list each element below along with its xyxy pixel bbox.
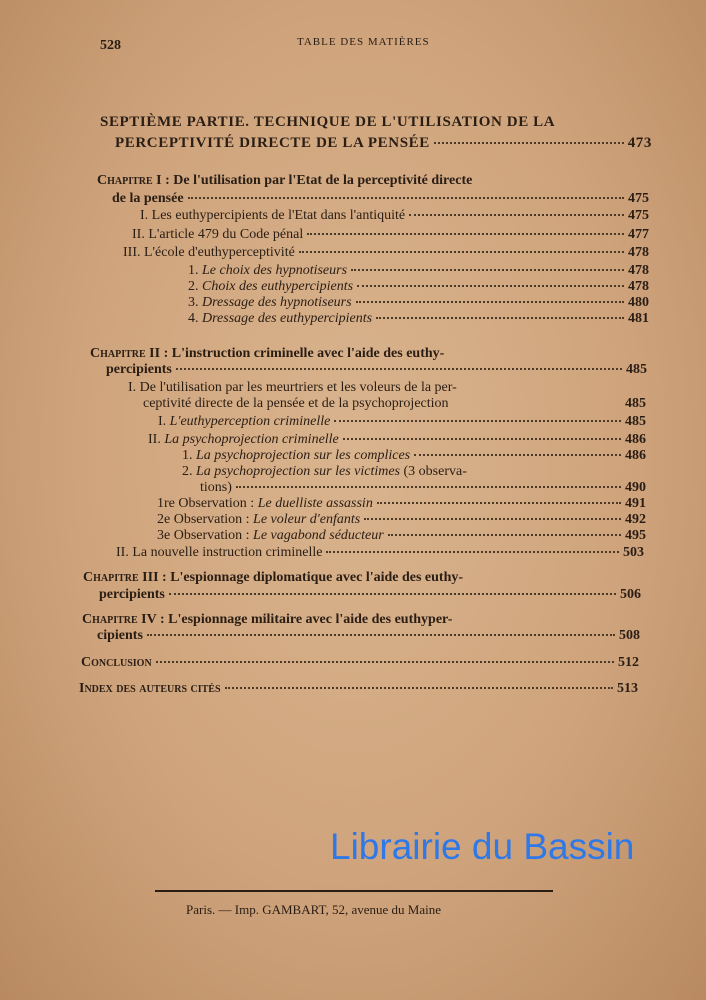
leader-dots [377, 502, 621, 504]
leader-dots [409, 214, 624, 216]
part-title-line2-row [115, 135, 652, 151]
ch1-page: 475 [628, 191, 649, 206]
entry-num: 2. [182, 464, 193, 479]
ch1-title-line2-row [112, 191, 649, 207]
entry-page: 477 [628, 227, 649, 242]
entry-page: 485 [625, 396, 646, 411]
obs-label: 3e Observation : [157, 528, 250, 543]
entry-text: Le choix des hypnotiseurs [202, 263, 348, 278]
toc-entry [123, 245, 649, 261]
ch2-s1-line1: I. De l'utilisation par les meurtriers et les voleurs de la per- [128, 380, 457, 395]
entry-text: Dressage des euthypercipients [202, 311, 373, 326]
toc-entry [188, 295, 649, 311]
leader-dots [343, 438, 621, 440]
entry-num: 3. [188, 295, 199, 310]
ch3-page: 506 [620, 587, 641, 602]
part-title-line2: PERCEPTIVITÉ DIRECTE DE LA PENSÉE [115, 135, 430, 151]
leader-dots [188, 197, 624, 199]
entry-text: La psychoprojection criminelle [164, 432, 339, 447]
page-header [100, 34, 620, 54]
entry-num: 2. [188, 279, 199, 294]
leader-dots [236, 486, 621, 488]
ch4-title-line1 [82, 612, 452, 628]
entry-text: L'euthyperception criminelle [169, 414, 331, 429]
toc-entry [157, 512, 646, 528]
entry-text: ceptivité directe de la pensée et de la psychoprojection [143, 396, 449, 411]
ch4-page: 508 [619, 628, 640, 643]
leader-dots [225, 687, 613, 689]
ch2-page: 485 [626, 362, 647, 377]
ch4-title-line2-row [97, 628, 640, 644]
entry-page: 478 [628, 245, 649, 260]
leader-dots [388, 534, 621, 536]
ch4-label: Chapitre IV : [82, 612, 165, 627]
ch4-title: L'espionnage militaire avec l'aide des euthyper- [168, 612, 453, 627]
conclusion-page: 512 [618, 655, 639, 670]
toc-entry [157, 496, 646, 512]
toc-entry [157, 528, 646, 544]
entry-text-rest: (3 observa- [403, 464, 467, 479]
ch2-label: Chapitre II : [90, 346, 169, 361]
toc-entry [188, 311, 649, 327]
printer-imprint: Paris. — Imp. GAMBART, 52, avenue du Maine [186, 902, 441, 917]
toc-entry [182, 448, 646, 464]
leader-dots [351, 269, 624, 271]
toc-entry [116, 545, 644, 561]
toc-entry [148, 432, 646, 448]
index-page: 513 [617, 681, 638, 696]
leader-dots [356, 301, 624, 303]
entry-page: 486 [625, 448, 646, 463]
ch1-title-line1 [97, 173, 472, 189]
leader-dots [434, 142, 624, 144]
entry-text: Choix des euthypercipients [202, 279, 354, 294]
conclusion-row [81, 655, 639, 671]
leader-dots [376, 317, 624, 319]
entry-text: La psychoprojection sur les victimes [196, 464, 401, 479]
ch2-sub2-2-line1 [182, 464, 467, 480]
page-number: 528 [100, 38, 121, 53]
entry-text: Le vagabond séducteur [253, 528, 384, 543]
leader-dots [364, 518, 621, 520]
leader-dots [156, 661, 614, 663]
index-label: Index des auteurs cités [79, 681, 221, 696]
watermark: Librairie du Bassin [330, 826, 635, 867]
leader-dots [307, 233, 624, 235]
leader-dots [147, 634, 615, 636]
running-title: TABLE DES MATIÈRES [297, 36, 430, 48]
obs-label: 1re Observation : [157, 496, 255, 511]
toc-entry [140, 208, 649, 224]
leader-dots [176, 368, 622, 370]
ch1-label: Chapitre I : [97, 173, 170, 188]
ch3-title-line2-row [99, 587, 641, 603]
ch3-title-line2: percipients [99, 587, 165, 602]
ch1-title: De l'utilisation par l'Etat de la perceptivité directe [173, 173, 473, 188]
ch2-title: L'instruction criminelle avec l'aide des euthy- [171, 346, 445, 361]
entry-page: 478 [628, 263, 649, 278]
leader-dots [326, 551, 619, 553]
entry-num: I. [158, 414, 167, 429]
entry-text: I. Les euthypercipients de l'Etat dans l'antiquité [140, 208, 406, 223]
entry-page: 485 [625, 414, 646, 429]
entry-text: II. L'article 479 du Code pénal [132, 227, 304, 242]
entry-page: 492 [625, 512, 646, 527]
part-page: 473 [627, 135, 652, 151]
entry-page: 480 [628, 295, 649, 310]
entry-page: 486 [625, 432, 646, 447]
ch2-title-line2: percipients [106, 362, 172, 377]
entry-page: 481 [628, 311, 649, 326]
entry-page: 491 [625, 496, 646, 511]
ch3-title-line1 [83, 570, 463, 586]
entry-text: Le voleur d'enfants [253, 512, 361, 527]
footer-rule [155, 890, 553, 892]
entry-text: III. L'école d'euthyperceptivité [123, 245, 295, 260]
leader-dots [414, 454, 621, 456]
entry-num: II. [148, 432, 161, 447]
leader-dots [334, 420, 621, 422]
part-title-line1: SEPTIÈME PARTIE. TECHNIQUE DE L'UTILISATION DE LA [100, 114, 556, 130]
toc-entry [132, 227, 649, 243]
entry-text: La psychoprojection sur les complices [196, 448, 411, 463]
ch3-label: Chapitre III : [83, 570, 167, 585]
ch4-title-line2: cipients [97, 628, 143, 643]
toc-entry [188, 263, 649, 279]
toc-entry [200, 480, 646, 496]
ch1-title-line2: de la pensée [112, 191, 184, 206]
ch3-title: L'espionnage diplomatique avec l'aide des euthy- [170, 570, 464, 585]
index-row [79, 681, 638, 697]
conclusion-label: Conclusion [81, 655, 152, 670]
entry-page: 503 [623, 545, 644, 560]
ch2-title-line2-row [106, 362, 647, 378]
entry-page: 490 [625, 480, 646, 495]
entry-text: Dressage des hypnotiseurs [202, 295, 352, 310]
entry-page: 495 [625, 528, 646, 543]
entry-page: 478 [628, 279, 649, 294]
toc-entry [143, 396, 646, 412]
entry-num: 1. [188, 263, 199, 278]
entry-page: 475 [628, 208, 649, 223]
toc-entry [188, 279, 649, 295]
ch2-title-line1 [90, 346, 444, 362]
entry-text: tions) [200, 480, 232, 495]
leader-dots [299, 251, 624, 253]
entry-num: 1. [182, 448, 193, 463]
leader-dots [357, 285, 624, 287]
entry-num: 4. [188, 311, 199, 326]
leader-dots [169, 593, 616, 595]
obs-label: 2e Observation : [157, 512, 250, 527]
entry-text: Le duelliste assassin [257, 496, 373, 511]
toc-entry [158, 414, 646, 430]
entry-text: II. La nouvelle instruction criminelle [116, 545, 323, 560]
